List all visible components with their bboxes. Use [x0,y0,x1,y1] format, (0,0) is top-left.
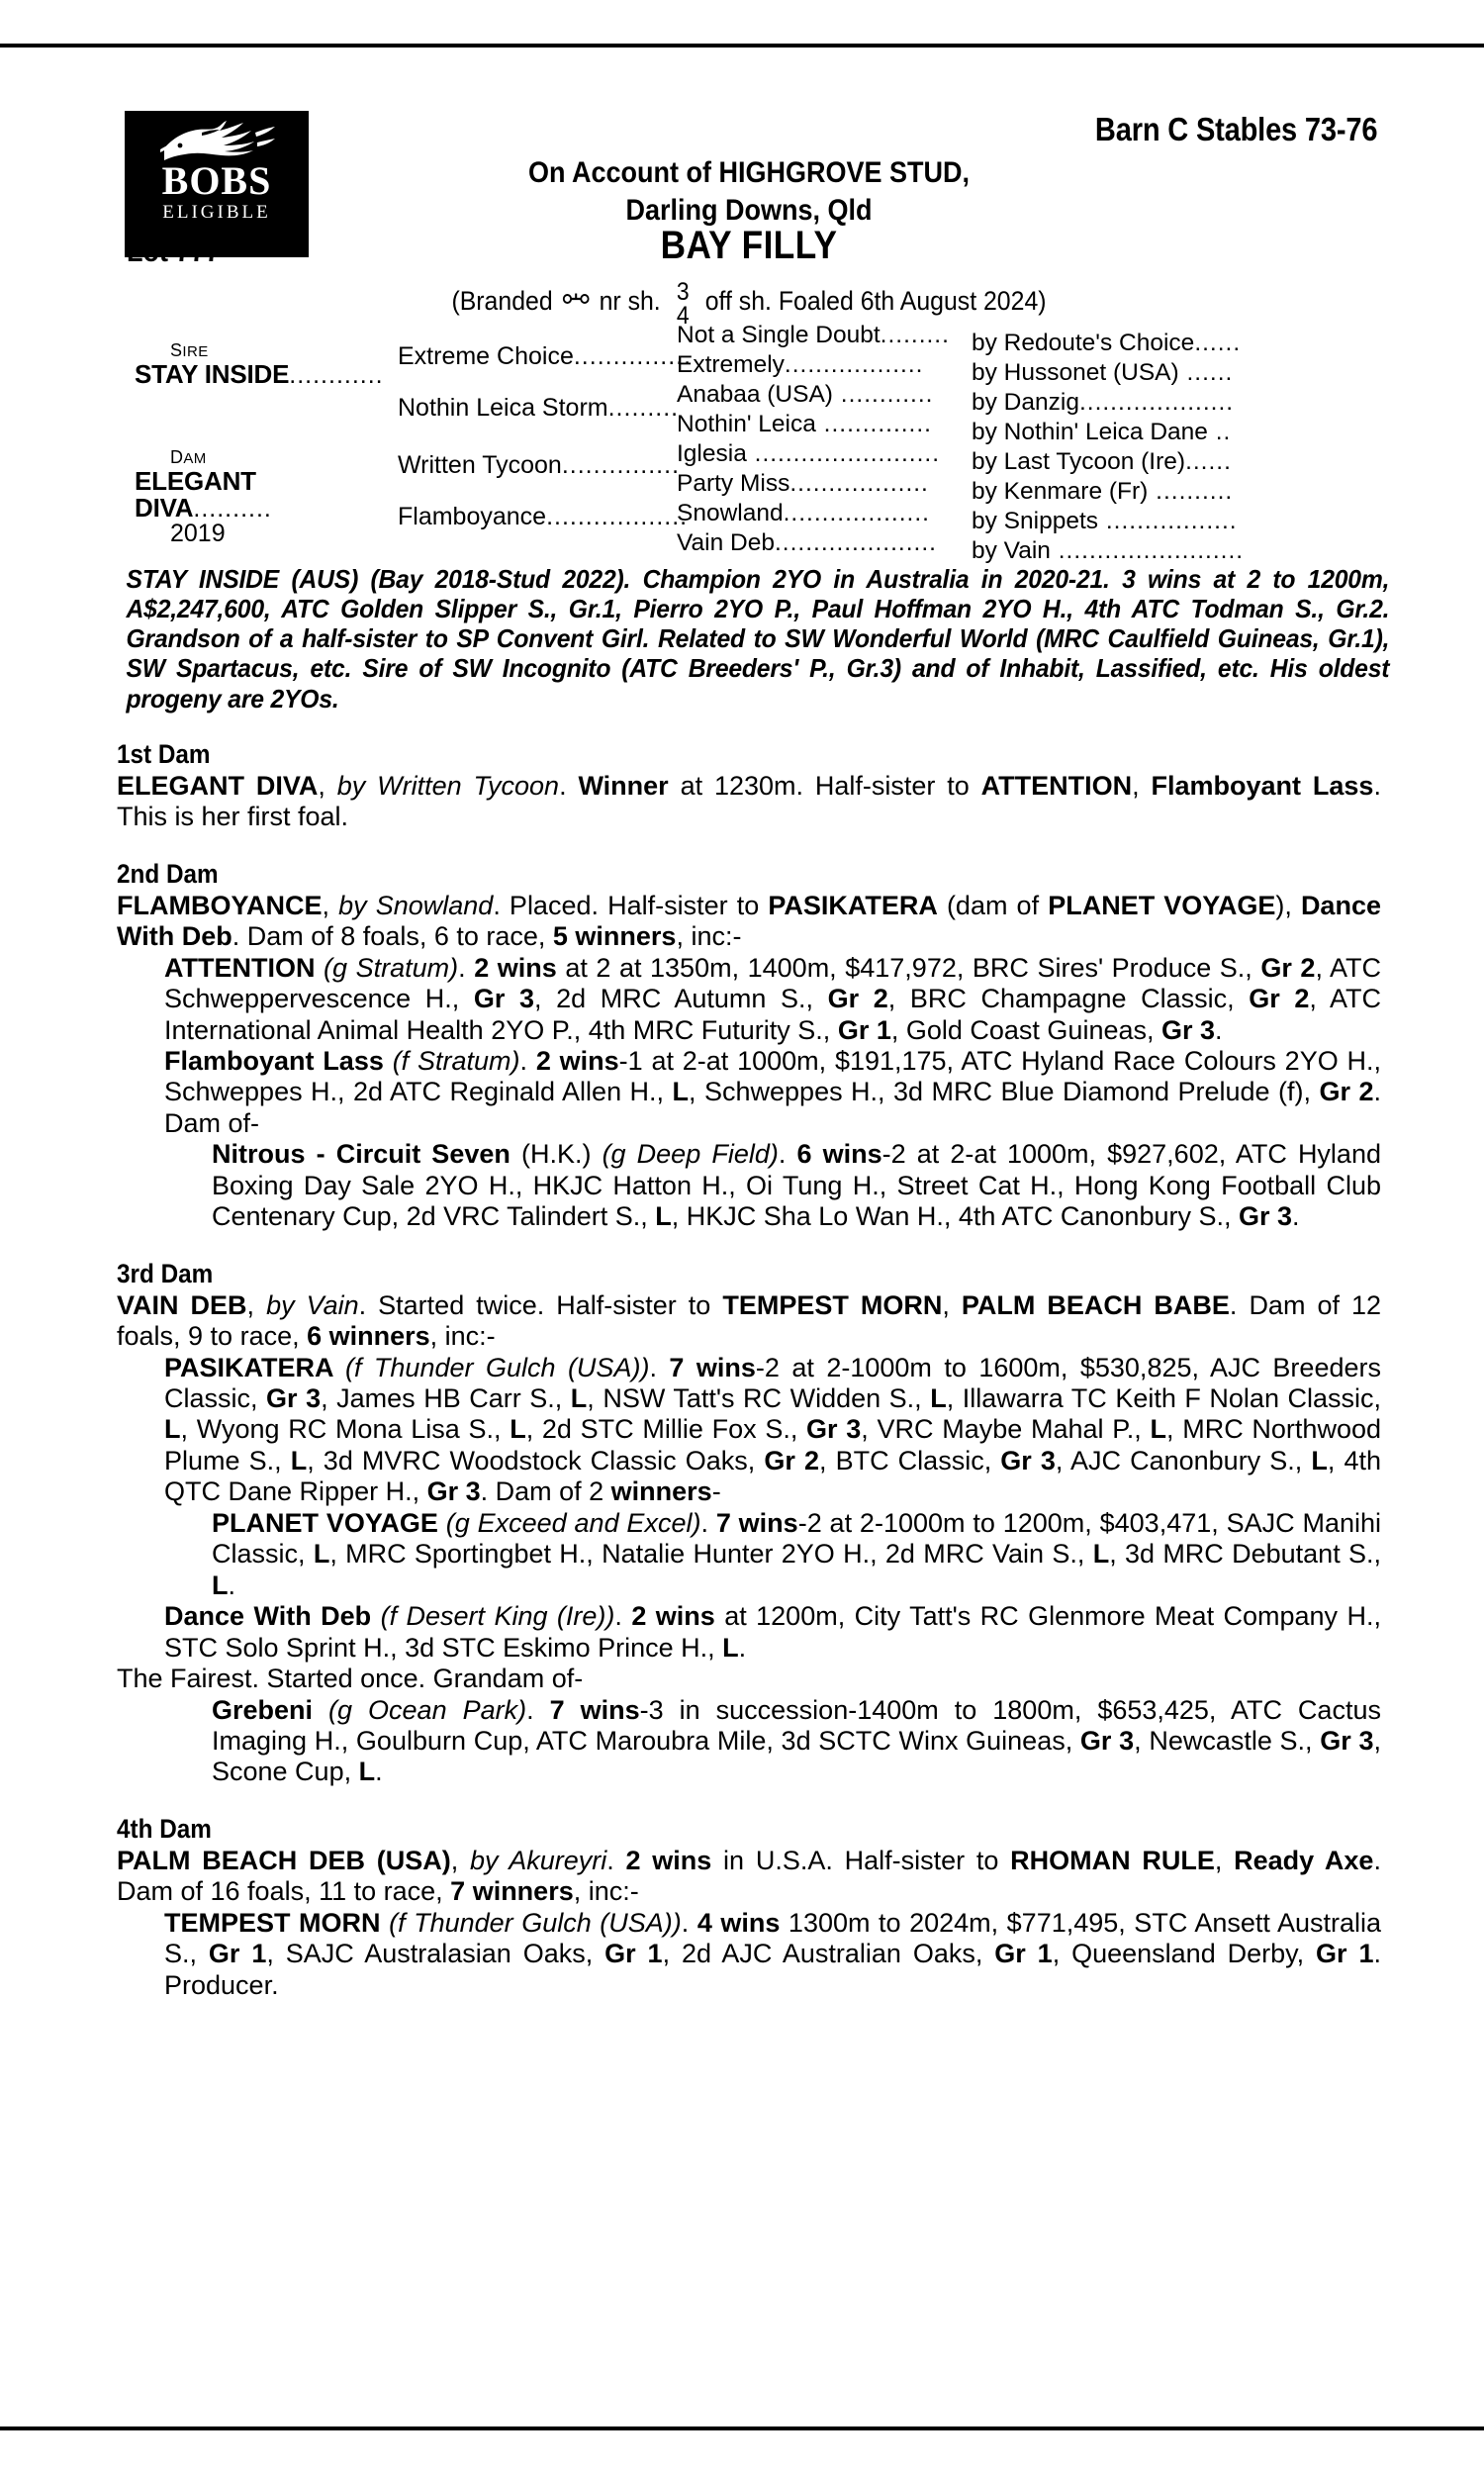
gen3-sire-dots: .................... [1078,389,1235,416]
gen2-name: Written Tycoon [398,451,562,479]
gen3-name: Extremely [677,351,785,378]
gen3-dots: ......... [880,322,950,348]
gen3-sire: by Nothin' Leica Dane [972,419,1208,445]
lot-number: Lot 777 [127,236,221,268]
pedigree-entry-text: PLANET VOYAGE (g Exceed and Excel). 7 wins-2 at 2-1000m to 1200m, $403,471, SAJC Manihi Classic, L, MRC Sportingbet H., Natalie Hunter 2YO H., 2d MRC Vain S., L, 3d MRC Debutant S., L. [212,1507,1382,1600]
pedigree-entry-text: VAIN DEB, by Vain. Started twice. Half-sister to TEMPEST MORN, PALM BEACH BABE. Dam of 12 foals, 9 to race, 6 winners, inc:- [117,1289,1382,1352]
gen3-sire: by Last Tycoon (Ire) [972,448,1186,475]
page-title: BAY FILLY [660,224,838,267]
vendor-location: Darling Downs, Qld [625,194,873,228]
pedigree-row [677,439,1381,475]
gen3-name: Anabaa (USA) [677,381,833,408]
granddam-sire [398,453,680,478]
gen3-dots: ..................... [774,529,937,556]
pedigree-row [677,380,1381,416]
gen3-dots: ........................ [746,440,941,467]
gen3-sire-dots: .......... [1148,478,1234,505]
pedigree-row [677,350,1381,386]
pedigree-entry [164,1601,1381,1664]
dam-foaling-year: 2019 [170,520,226,547]
sire-name: STAY INSIDE [135,359,290,389]
sire-label: sire [170,334,209,362]
gen3-name: Iglesia [677,440,747,467]
grandsire-dam [398,396,679,421]
dam-block [135,443,400,546]
pedigree-entry [117,891,1381,953]
pedigree-generation-3 [677,321,1381,564]
pedigree-entry-text: PALM BEACH DEB (USA), by Akureyri. 2 wins in U.S.A. Half-sister to RHOMAN RULE, Ready Axe. Dam of 16 foals, 11 to race, 7 winners, inc:- [117,1845,1381,1907]
gen2-dots: ............... [573,342,693,370]
gen3-sire: by Danzig [972,389,1079,416]
gen3-sire: by Redoute's Choice [972,330,1195,356]
pedigree-row [677,528,1381,564]
vendor-account [180,154,1318,231]
gen3-sire: by Kenmare (Fr) [972,478,1149,505]
grandsire-sire [398,344,692,369]
pedigree-entry [117,771,1381,833]
dam-section-heading: 2nd Dam [117,858,219,889]
gen2-dots: ......... [607,394,680,422]
dam-section-heading: 4th Dam [117,1813,212,1844]
gen2-name: Nothin Leica Storm [398,394,608,422]
bobs-eligible-text: ELIGIBLE [162,202,271,223]
dam-name-row [135,468,400,522]
branded-side: nr sh. [599,286,661,317]
gen3-name: Nothin' Leica [677,411,816,437]
pedigree-entry-text: The Fairest. Started once. Grandam of- [117,1664,584,1694]
gen3-dots: .............. [815,411,932,437]
gen3-sire-dots: ...... [1185,448,1232,475]
gen3-sire-dots: ...... [1194,330,1242,356]
pedigree-entry-text: Flamboyant Lass (f Stratum). 2 wins-1 at 2-at 1000m, $191,175, ATC Hyland Race Colours 2YO H., Schweppes H., 2d ATC Reginald Allen H., L, Schweppes H., 3d MRC Blue Diamond Prelude (f), Gr 2. Dam of- [164,1045,1382,1138]
gen3-sire: by Hussonet (USA) [972,359,1179,386]
page-header [117,69,1381,330]
pedigree-entry [164,1353,1381,1508]
branded-suffix: off sh. Foaled 6th August 2024) [704,286,1047,317]
pedigree-row [677,321,1381,356]
fraction-denominator: 4 [676,302,690,330]
gen3-name: Snowland [677,500,784,526]
pedigree-table [117,321,1381,564]
gen3-name: Not a Single Doubt [677,322,881,348]
sire-name-row [135,361,400,388]
barn-stables-label: Barn C Stables 73-76 [1094,111,1377,147]
pedigree-entry [164,953,1381,1046]
gen3-dots: ............ [832,381,934,408]
bottom-rule [0,2426,1484,2430]
dam-name: ELEGANT DIVA [135,466,256,523]
pedigree-row [677,469,1381,505]
gen2-name: Extreme Choice [398,342,574,370]
gen3-sire-dots: ................. [1098,508,1238,534]
gen3-sire-dots: .. [1207,419,1232,445]
dam-sections [117,739,1381,2001]
branding-details [167,278,1331,330]
pedigree-entry-text: Grebeni (g Ocean Park). 7 wins-3 in succession-1400m to 1800m, $653,425, ATC Cactus Imaging H., Goulburn Cup, ATC Maroubra Mile, 3d SCTC Winx Guineas, Gr 3, Newcastle S., Gr 3, Scone Cup, L. [212,1694,1381,1787]
pedigree-entry-text: ELEGANT DIVA, by Written Tycoon. Winner at 1230m. Half-sister to ATTENTION, Flamboyant Lass. This is her first foal. [117,770,1381,832]
gen2-name: Flamboyance [398,503,547,530]
dam-label: dam [170,441,207,469]
gen2-dots: ............... [561,451,681,479]
pedigree-entry [164,1046,1381,1139]
gen3-name: Party Miss [677,470,790,497]
fraction-numerator: 3 [676,278,690,306]
bobs-wordmark: BOBS [161,158,272,203]
vendor-name: On Account of HIGHGROVE STUD, [527,156,971,189]
pedigree-entry [117,1846,1381,1908]
gen3-dots: .................. [789,470,929,497]
dam-section-heading: 3rd Dam [117,1258,214,1288]
pedigree-entry [212,1139,1381,1232]
top-rule [0,44,1484,48]
branded-prefix: (Branded [451,286,553,317]
page-content [117,69,1390,2001]
pedigree-entry [212,1508,1381,1601]
pedigree-entry-text: Nitrous - Circuit Seven (H.K.) (g Deep Field). 6 wins-2 at 2-at 1000m, $927,602, ATC Hyland Boxing Day Sale 2YO H., HKJC Hatton H., Oi Tung H., Street Cat H., Hong Kong Football Club Centenary Cup, 2d VRC Talindert S., L, HKJC Sha Lo Wan H., 4th ATC Canonbury S., Gr 3. [212,1139,1381,1232]
pedigree-entry-text: Dance With Deb (f Desert King (Ire)). 2 wins at 1200m, City Tatt's RC Glenmore Meat Company H., STC Solo Sprint H., 3d STC Eskimo Prince H., L. [164,1601,1381,1663]
pedigree-entry [164,1908,1381,2001]
gen3-dots: ................... [783,500,930,526]
gen3-sire-dots: ........................ [1050,537,1245,564]
gen3-name: Vain Deb [677,529,775,556]
pedigree-entry-text: TEMPEST MORN (f Thunder Gulch (USA)). 4 wins 1300m to 2024m, $771,495, STC Ansett Australia S., Gr 1, SAJC Australasian Oaks, Gr 1, 2d AJC Australian Oaks, Gr 1, Queensland Derby, Gr 1. Producer. [164,1907,1381,2000]
pedigree-entry-text: FLAMBOYANCE, by Snowland. Placed. Half-sister to PASIKATERA (dam of PLANET VOYAGE), Dance With Deb. Dam of 8 foals, 6 to race, 5 winners, inc:- [117,890,1381,952]
gen3-sire-dots: ...... [1178,359,1234,386]
sire-leader-dots: ............ [289,361,384,389]
sire-summary-paragraph: STAY INSIDE (AUS) (Bay 2018-Stud 2022). Champion 2YO in Australia in 2020-21. 3 wins at 2 to 1200m, A$2,247,600, ATC Golden Slipper S., Gr.1, Pierro 2YO P., Paul Hoffman 2YO H., 4th ATC Todman S., Gr.2. Grandson of a half-sister to SP Convent Girl. Related to SW Wonderful World (MRC Caulfield Guineas, Gr.1), SW Spartacus, etc. Sire of SW Incognito (ATC Breeders' P., Gr.3) and of Inhabit, Lassified, etc. His oldest progeny are 2YOs. [126,564,1390,714]
pedigree-entry [117,1290,1381,1353]
brand-mark-icon [562,285,590,316]
gen3-sire: by Snippets [972,508,1099,534]
gen3-dots: .................. [784,351,924,378]
pedigree-row [677,499,1381,534]
pedigree-entry [117,1664,1381,1694]
dam-section-heading: 1st Dam [117,738,211,769]
pedigree-entry-text: ATTENTION (g Stratum). 2 wins at 2 at 1350m, 1400m, $417,972, BRC Sires' Produce S., Gr 2, ATC Schweppervescence H., Gr 3, 2d MRC Autumn S., Gr 2, BRC Champagne Classic, Gr 2, ATC International Animal Health 2YO P., 4th MRC Futurity S., Gr 1, Gold Coast Guineas, Gr 3. [164,952,1382,1045]
pedigree-row [677,410,1381,445]
gen2-dots: .................. [546,503,689,530]
granddam-dam [398,505,688,529]
pedigree-entry [212,1695,1381,1788]
dam-leader-dots: .......... [193,495,272,523]
sire-block [135,336,400,388]
pedigree-entry-text: PASIKATERA (f Thunder Gulch (USA)). 7 wins-2 at 2-1000m to 1600m, $530,825, AJC Breeders Classic, Gr 3, James HB Carr S., L, NSW Tatt's RC Widden S., L, Illawarra TC Keith F Nolan Classic, L, Wyong RC Mona Lisa S., L, 2d STC Millie Fox S., Gr 3, VRC Maybe Mahal P., L, MRC Northwood Plume S., L, 3d MVRC Woodstock Classic Oaks, Gr 2, BTC Classic, Gr 3, AJC Canonbury S., L, 4th QTC Dane Ripper H., Gr 3. Dam of 2 winners- [164,1352,1381,1507]
gen3-sire: by Vain [972,537,1051,564]
